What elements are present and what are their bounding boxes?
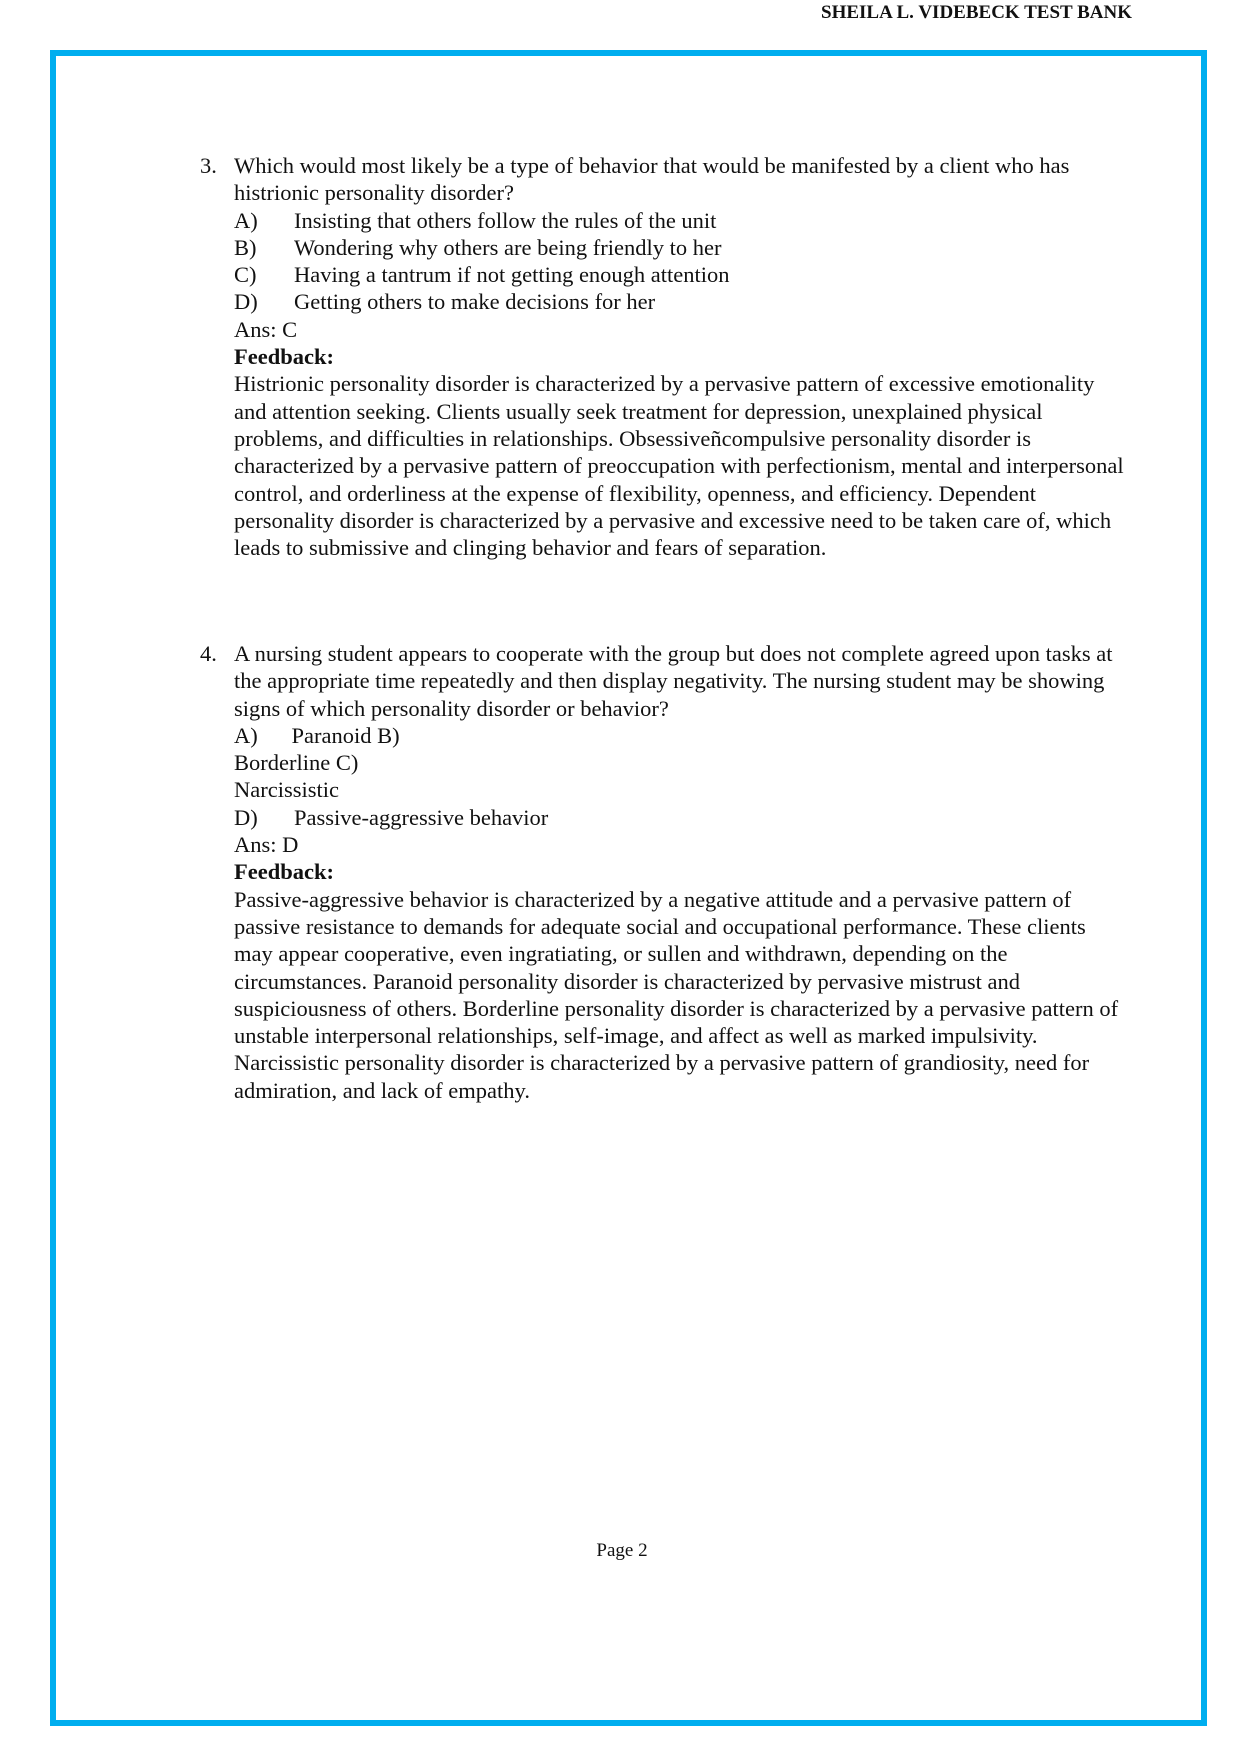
- option-c: [234, 261, 1130, 288]
- option-b: [234, 234, 1130, 261]
- feedback-label: Feedback:: [234, 344, 334, 370]
- question-4: [200, 640, 1130, 1104]
- question-number: 4.: [200, 641, 217, 666]
- answer: Ans: C: [234, 316, 298, 342]
- question-3: [200, 152, 1130, 561]
- option-text: Insisting that others follow the rules of the unit: [294, 207, 717, 233]
- feedback-label: Feedback:: [234, 859, 334, 885]
- option-letter: A): [234, 207, 258, 233]
- question-number: 3.: [200, 153, 217, 178]
- option-letter: D): [234, 289, 258, 315]
- running-header: SHEILA L. VIDEBECK TEST BANK: [821, 2, 1132, 23]
- option-letter: D): [234, 804, 258, 830]
- option-a: [234, 207, 1130, 234]
- feedback-text: Histrionic personality disorder is characterized by a pervasive pattern of excessive emotionality and attention seeking. Clients usually seek treatment for depression, unexplained physical problems, and difficulties in relationships. Obsessiveñcompulsive personality disorder is characterized by a pervasive pattern of preoccupation with perfectionism, mental and interpersonal control, and orderliness at the expense of flexibility, openness, and efficiency. Dependent personality disorder is characterized by a pervasive and excessive need to be taken care of, which leads to submissive and clinging behavior and fears of separation.: [234, 371, 1124, 561]
- option-letter: C): [234, 262, 257, 288]
- question-stem: A nursing student appears to cooperate with the group but does not complete agreed upon tasks at the appropriate time repeatedly and then display negativity. The nursing student may be showing signs of which personality disorder or behavior?: [234, 641, 1113, 721]
- option-a-b: A) Paranoid B): [234, 722, 400, 748]
- option-letter: B): [234, 234, 257, 260]
- option-d: [234, 288, 1130, 315]
- option-text: Having a tantrum if not getting enough attention: [294, 262, 730, 288]
- option-text: Wondering why others are being friendly to her: [294, 234, 722, 260]
- option-text: Passive-aggressive behavior: [294, 804, 549, 830]
- feedback-text: Passive-aggressive behavior is characterized by a negative attitude and a pervasive pattern of passive resistance to demands for adequate social and occupational performance. These clients may appear cooperative, even ingratiating, or sullen and withdrawn, depending on the circumstances. Paranoid personality disorder is characterized by pervasive mistrust and suspiciousness of others. Borderline personality disorder is characterized by a pervasive pattern of unstable interpersonal relationships, self-image, and affect as well as marked impulsivity. Narcissistic personality disorder is characterized by a pervasive pattern of grandiosity, need for admiration, and lack of empathy.: [234, 886, 1119, 1103]
- question-stem: Which would most likely be a type of behavior that would be manifested by a client who has histrionic personality disorder?: [234, 153, 1070, 206]
- page-number: Page 2: [596, 1540, 648, 1561]
- option-d: [234, 804, 1130, 831]
- option-c-text: Narcissistic: [234, 777, 339, 803]
- answer: Ans: D: [234, 832, 299, 858]
- option-b-c: Borderline C): [234, 750, 359, 776]
- option-text: Getting others to make decisions for her: [294, 289, 656, 315]
